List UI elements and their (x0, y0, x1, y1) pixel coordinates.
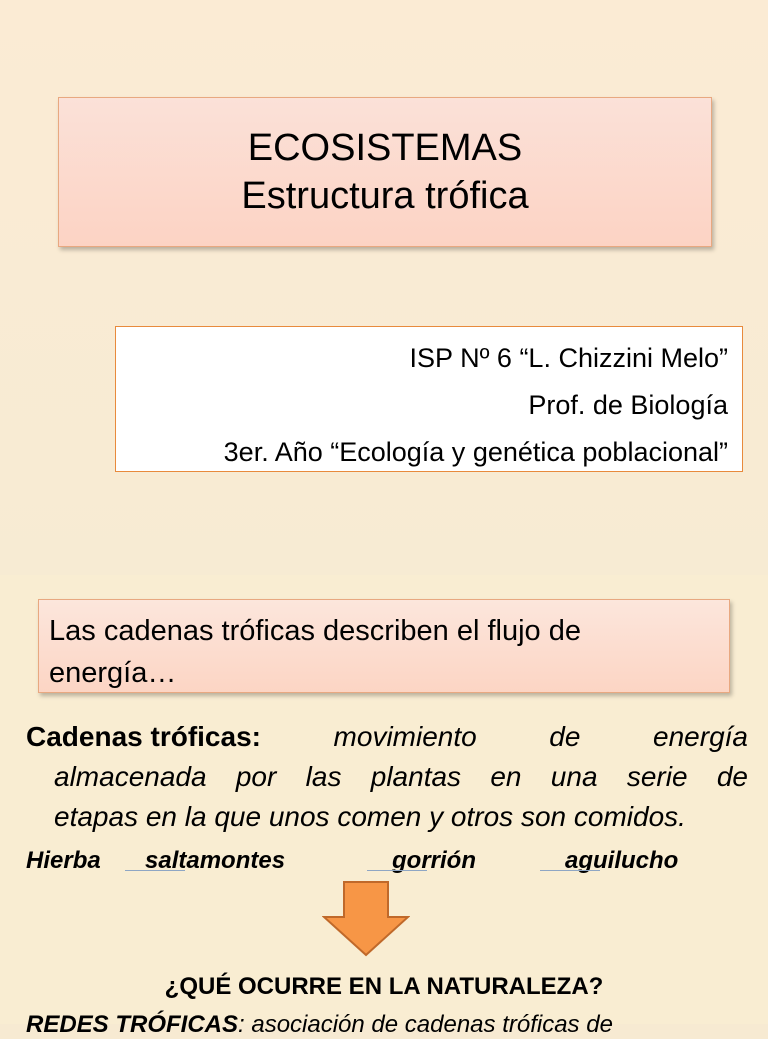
definition (26, 717, 748, 837)
definition-line-1 (26, 717, 748, 757)
slide-content (0, 575, 768, 1038)
intro-line-1: Las cadenas tróficas describen el flujo de (49, 615, 581, 647)
redes-term: REDES TRÓFICAS (26, 1011, 239, 1038)
intro-line-2: energía… (49, 657, 177, 689)
redes-definition (26, 1011, 768, 1039)
chain-item-saltamontes: saltamontes (145, 847, 286, 874)
chain-item-hierba: Hierba (26, 847, 101, 874)
title-sub: Estructura trófica (241, 175, 529, 217)
info-box (115, 326, 743, 472)
redes-text: : asociación de cadenas tróficas de (238, 1011, 613, 1038)
chain-connector (540, 870, 600, 871)
question-heading: ¿QUÉ OCURRE EN LA NATURALEZA? (164, 973, 604, 1000)
definition-word: energía (653, 721, 748, 752)
definition-line-2: almacenada por las plantas en una serie de (54, 761, 748, 792)
definition-word: de (549, 721, 581, 752)
down-arrow-icon (322, 881, 410, 957)
title-main: ECOSISTEMAS (247, 127, 523, 169)
info-program: Prof. de Biología (528, 390, 728, 420)
chain-connector (125, 870, 185, 871)
title-box (58, 97, 712, 247)
info-course: 3er. Año “Ecología y genética poblacional” (223, 437, 728, 467)
definition-term: Cadenas tróficas: (26, 721, 261, 752)
intro-box (38, 599, 730, 693)
chain-item-gorrion: gorrión (392, 847, 476, 874)
definition-word: movimiento (333, 721, 477, 752)
chain-item-aguilucho: aguilucho (565, 847, 679, 874)
definition-line-3: etapas en la que unos comen y otros son comidos. (54, 801, 686, 832)
chain-connector (367, 870, 427, 871)
info-institution: ISP Nº 6 “L. Chizzini Melo” (409, 343, 728, 373)
